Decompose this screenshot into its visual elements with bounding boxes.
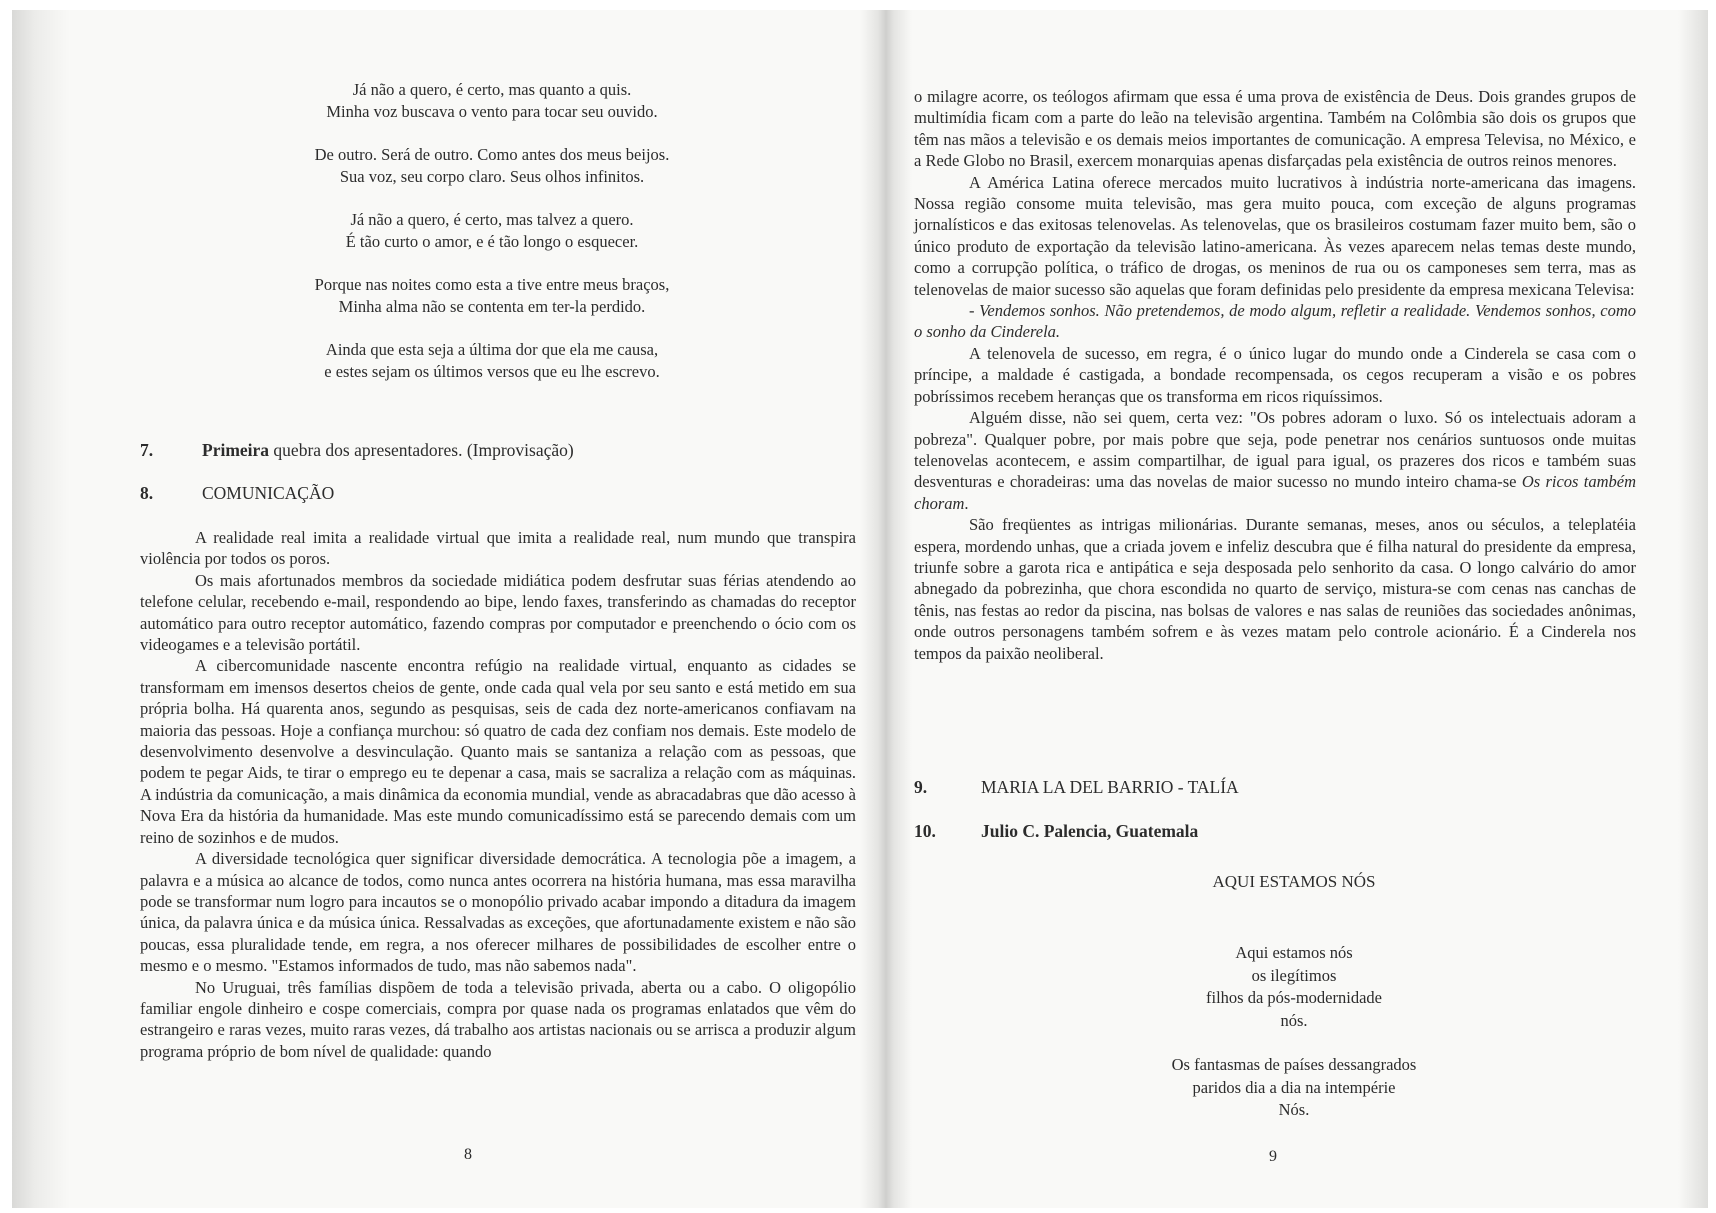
- poem-stanza: [212, 339, 772, 383]
- poem-line: Já não a quero, é certo, mas quanto a quis.: [352, 80, 632, 99]
- quote-text: - Vendemos sonhos. Não pretendemos, de modo algum, refletir a realidade. Vendemos sonhos, como o sonho da Cinderela.: [914, 301, 1636, 342]
- poem-stanza: [1114, 1054, 1474, 1122]
- section-number: 8.: [140, 483, 154, 503]
- poem-line: Aqui estamos nós: [1235, 943, 1353, 962]
- poem-line: nós.: [1280, 1010, 1308, 1030]
- poem-line: É tão curto o amor, e é tão longo o esquecer.: [345, 232, 639, 251]
- quote-paragraph: [914, 300, 1636, 343]
- poem-line: Já não a quero, é certo, mas talvez a quero.: [350, 210, 634, 229]
- poem-line: paridos dia a dia na intempérie: [1192, 1077, 1396, 1097]
- poem-line: De outro. Será de outro. Como antes dos meus beijos.: [314, 145, 670, 164]
- article-body: [140, 527, 856, 1062]
- paragraph-text: .: [964, 493, 969, 513]
- paragraph: A cibercomunidade nascente encontra refúgio na realidade virtual, enquanto as cidades se transformam em imensos desertos cheios de gente, onde cada qual vela por seu santo e está metido em sua própria bolha. Há quarenta anos, segundo as pesquisas, seis de cada dez norte-americanos confiavam na maioria das pessoas. Hoje a confiança murchou: só quatro de cada dez confiam nos demais. Este modelo de desenvolvimento desenvolve a desvinculação. Quanto mais se santaniza a relação com as pessoas, que podem te pegar Aids, te tirar o emprego eu te depenar a casa, mais se sacraliza a relação com as máquinas. A indústria da comunicação, a mais dinâmica da economia mundial, vende as abracadabras que dão acesso à Nova Era da história da humanidade. Mas este mundo comunicadíssimo está se parecendo demais com um reino de sozinhos e de mudos.: [140, 656, 856, 847]
- poem-stanza: [212, 209, 772, 253]
- book-spread: [12, 10, 1708, 1208]
- right-page: [914, 10, 1636, 1208]
- poem-stanza: [212, 79, 772, 123]
- paragraph: A diversidade tecnológica quer significar diversidade democrática. A tecnologia põe a imagem, a palavra e a música ao alcance de todos, como nunca antes ocorrera na história humana, mas essa maravilha pode se transformar num logro para incautos se o monopólio privado acabar impondo a ditadura da imagem única, da palavra única e da música única. Ressalvadas as exceções, que afortunadamente existem e não são poucas, essa pluralidade tende, em regra, a nos oferecer milhares de possibilidades de escolher entre o mesmo e o mesmo. "Estamos informados de tudo, mas não sabemos nada".: [140, 849, 856, 976]
- paragraph-text: Alguém disse, não sei quem, certa vez: "Os pobres adoram o luxo. Só os intelectuais adoram a pobreza". Qualquer pobre, por mais pobre que seja, pode penetrar nos cenários suntuosos onde muitas telenovelas acontecem, e assim compartilhar, de igual para igual, os prazeres dos ricos e também suas desventuras e choradeiras: uma das novelas de maior sucesso no mundo inteiro chama-se: [914, 408, 1636, 492]
- section-title: COMUNICAÇÃO: [202, 483, 335, 503]
- page-number: 8: [464, 1146, 472, 1163]
- paragraph: Os mais afortunados membros da sociedade midiática podem desfrutar suas férias atendendo ao telefone celular, recebendo e-mail, respondendo ao bipe, lendo faxes, transferindo as chamadas do receptor automático para outro receptor automático, fazendo compras por computador e preenchendo o ócio com os videogames e a televisão portátil.: [140, 570, 856, 655]
- section-heading-7: [140, 439, 574, 461]
- section-number: 7.: [140, 440, 154, 460]
- section-title: Julio C. Palencia, Guatemala: [981, 821, 1199, 841]
- paragraph: No Uruguai, três famílias dispõem de toda a televisão privada, aberta ou a cabo. O oligopólio familiar engole dinheiro e cospe comerciais, compra por quase nada os programas enlatados que vêm do estrangeiro e raras vezes, muito raras vezes, dá trabalho aos artistas nacionais ou se arrisca a produzir algum programa próprio de bom nível de qualidade: quando: [140, 977, 856, 1061]
- poem-title: AQUI ESTAMOS NÓS: [1212, 872, 1376, 891]
- section-number: 10.: [914, 821, 936, 841]
- poem-line: Sua voz, seu corpo claro. Seus olhos infinitos.: [339, 167, 645, 186]
- poem-excerpt: [212, 79, 772, 404]
- poem-line: Nós.: [1278, 1100, 1310, 1119]
- poem-line: filhos da pós-modernidade: [1206, 988, 1382, 1007]
- section-heading-8: [140, 482, 334, 504]
- poem-line: Ainda que esta seja a última dor que ela me causa,: [325, 340, 659, 359]
- paragraph: São freqüentes as intrigas milionárias. Durante semanas, meses, anos ou séculos, a teleplatéia espera, mordendo unhas, que a criada jovem e infeliz descubra que é filha natural do presidente da empresa, triunfe sobre a garota rica e antipática e seja desposada pelo senhorito da casa. O longo calvário do amor abnegado da pobrezinha, que chora escondida no quarto de serviço, mistura-se com cenas nas canchas de tênis, nas festas ao redor da piscina, nas bolsas de valores e nas salas de reuniões das sociedades anônimas, onde outros personagens também sofrem e às vezes matam pelo controle acionário. É a Cinderela nos tempos da paixão neoliberal.: [914, 515, 1636, 663]
- paragraph: o milagre acorre, os teólogos afirmam que essa é uma prova de existência de Deus. Dois grandes grupos de multimídia ficam com a parte do leão na televisão argentina. Também na Colômbia são dois os grupos que têm nas mãos a televisão e os demais meios importantes de comunicação. A empresa Televisa, no México, e a Rede Globo no Brasil, exercem monarquias apenas disfarçadas pela existência de outros reinos menores.: [914, 87, 1636, 171]
- paragraph: A telenovela de sucesso, em regra, é o único lugar do mundo onde a Cinderela se casa com o príncipe, a maldade é castigada, a bondade recompensada, os cegos recuperam a visão e os pobres pobríssimos recebem heranças que os transforma em ricos riquíssimos.: [914, 343, 1636, 406]
- poem-line: e estes sejam os últimos versos que eu lhe escrevo.: [324, 362, 660, 381]
- poem-line: Porque nas noites como esta a tive entre meus braços,: [314, 275, 670, 294]
- poem-line: Minha alma não se contenta em ter-la perdido.: [338, 297, 646, 316]
- page-number: 9: [1269, 1148, 1277, 1165]
- paragraph: [914, 407, 1636, 514]
- left-page: [140, 10, 856, 1208]
- poem-line: Minha voz buscava o vento para tocar seu ouvido.: [326, 102, 658, 121]
- page-edge-shadow: [1678, 10, 1708, 1208]
- poem-stanza: [212, 144, 772, 188]
- section-bold-word: Primeira: [202, 440, 270, 460]
- paragraph: A América Latina oferece mercados muito lucrativos à indústria norte-americana das imagens. Nossa região consome muita televisão, mas gera muito pouca, com exceção de alguns programas jornalísticos e das exitosas telenovelas. As telenovelas, que os brasileiros costumam fazer muito bem, são o único produto de exportação da televisão latino-americana. Às vezes aparecem nelas temas deste mundo, como a corrupção política, o tráfico de drogas, os meninos de rua ou os camponeses sem terra, mas as telenovelas de maior sucesso são aquelas que foram definidas pelo presidente da empresa mexicana Televisa:: [914, 172, 1636, 299]
- section-number: 9.: [914, 777, 928, 797]
- poem-stanza: [1114, 942, 1474, 1032]
- page-edge-shadow: [12, 10, 70, 1208]
- section-heading-9: [914, 776, 1239, 798]
- section-title: MARIA LA DEL BARRIO - TALÍA: [981, 777, 1239, 797]
- novela-title: Os ricos também choram: [914, 472, 1637, 513]
- section-heading-10: [914, 820, 1198, 842]
- poem-line: os ilegítimos: [1251, 965, 1337, 985]
- paragraph: A realidade real imita a realidade virtual que imita a realidade real, num mundo que transpira violência por todos os poros.: [140, 528, 856, 569]
- poem-stanza: [212, 274, 772, 318]
- article-body: [914, 86, 1636, 664]
- book-gutter: [860, 10, 912, 1208]
- poem-line: Os fantasmas de países dessangrados: [1171, 1055, 1417, 1074]
- poem: [1114, 942, 1474, 1143]
- section-text: quebra dos apresentadores. (Improvisação): [269, 440, 574, 460]
